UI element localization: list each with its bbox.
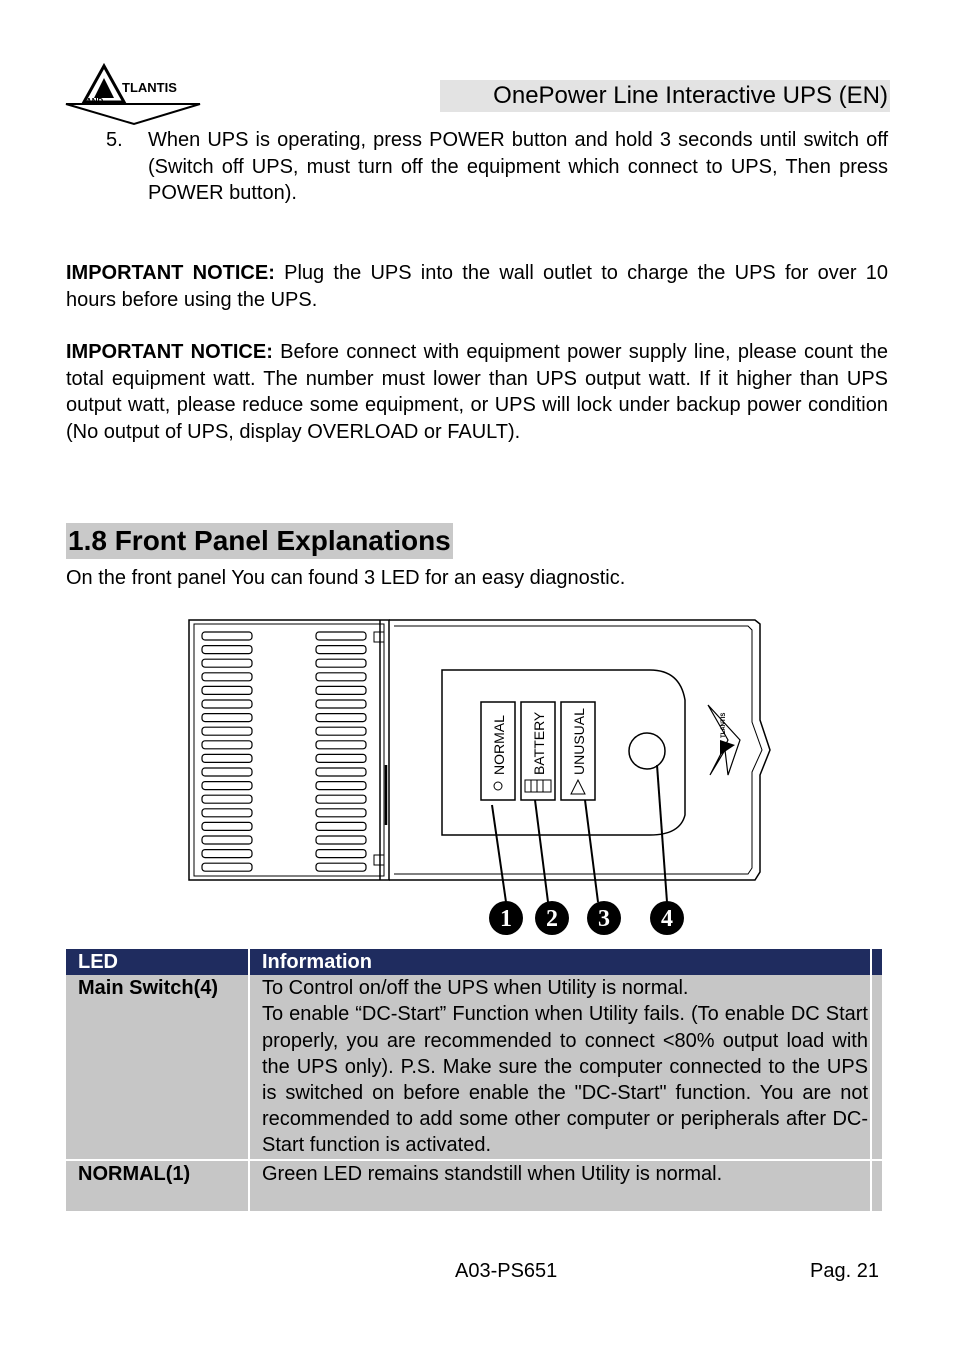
- vent-slot: [316, 632, 366, 640]
- step-number: 5.: [106, 129, 123, 151]
- step-text: When UPS is operating, press POWER button and hold 3 seconds until switch off (Switch off UPS, must turn off the equipment which connect to UPS, Then press POWER button).: [148, 129, 888, 204]
- vent-slot: [202, 646, 252, 654]
- table-cell-led: NORMAL(1): [66, 1160, 249, 1211]
- atlantis-logo: [64, 62, 204, 126]
- vent-slot: [316, 673, 366, 681]
- table-header-led: LED: [66, 949, 249, 975]
- svg-text:TLANTIS: TLANTIS: [721, 712, 727, 738]
- vent-slot: [316, 836, 366, 844]
- table-cell-led: Main Switch(4): [66, 975, 249, 1159]
- notice-text: Plug the UPS into the wall outlet to charge the UPS for over 10 hours before using the UPS.: [66, 262, 888, 311]
- table-cell-info: [249, 975, 871, 1159]
- table-cell-spacer: [871, 975, 882, 1159]
- step-5: [106, 127, 888, 207]
- table-row: [66, 975, 882, 1159]
- table-header-information: Information: [249, 949, 871, 975]
- callout-number: 3: [598, 906, 610, 932]
- vent-slot: [316, 822, 366, 830]
- led-label-normal: NORMAL: [491, 715, 507, 775]
- important-notice-watt: [66, 339, 888, 445]
- callout-1: [489, 901, 523, 935]
- footer-document-code: A03-PS651: [455, 1260, 558, 1282]
- page-header-title: OnePower Line Interactive UPS (EN): [440, 80, 890, 112]
- table-row: [66, 1160, 882, 1211]
- led-table: [66, 949, 882, 1211]
- callout-2: [535, 901, 569, 935]
- callout-number: 1: [500, 906, 512, 932]
- vent-slot: [202, 795, 252, 803]
- svg-text:AND: AND: [86, 97, 104, 106]
- vent-slot: [316, 850, 366, 858]
- vent-slot: [316, 700, 366, 708]
- footer-page-number: Pag. 21: [810, 1260, 879, 1282]
- logo-text: TLANTIS: [122, 80, 177, 95]
- notice-label: IMPORTANT NOTICE:: [66, 262, 275, 284]
- vent-slot: [316, 809, 366, 817]
- power-button: [629, 733, 665, 769]
- vent-slot: [202, 809, 252, 817]
- vent-slot: [316, 768, 366, 776]
- vent-slot: [202, 822, 252, 830]
- vent-slot: [316, 795, 366, 803]
- vent-slot: [202, 836, 252, 844]
- led-label-unusual: UNUSUAL: [571, 708, 587, 775]
- vent-slot: [202, 850, 252, 858]
- info-line: To enable “DC-Start” Function when Utility fails. (To enable DC Start properly, you are recommended to connect <80% output load with the UPS only). P.S. Make sure the computer connected to the UPS is switched on before enable the "DC-Start" function. You are not recommended to add some other computer or peripherals after DC-Start function is activated.: [262, 1003, 868, 1157]
- table-cell-spacer: [871, 1160, 882, 1211]
- section-intro: On the front panel You can found 3 LED for an easy diagnostic.: [66, 567, 626, 589]
- vent-slots: [202, 632, 366, 871]
- display-panel: [442, 670, 685, 835]
- vent-slot: [202, 714, 252, 722]
- callout-number: 2: [546, 906, 558, 932]
- vent-slot: [316, 782, 366, 790]
- info-line: To Control on/off the UPS when Utility is normal.: [262, 977, 689, 1000]
- callout-4: [650, 901, 684, 935]
- table-cell-info: Green LED remains standstill when Utility is normal.: [249, 1160, 871, 1211]
- vent-slot: [202, 741, 252, 749]
- notice-label: IMPORTANT NOTICE:: [66, 341, 273, 363]
- vent-slot: [202, 659, 252, 667]
- vent-slot: [316, 659, 366, 667]
- notice-text: Before connect with equipment power supply line, please count the total equipment watt. The number must lower than UPS output watt. If it higher than UPS output watt, please reduce some equipment, or UPS will lock under backup power condition (No output of UPS, display OVERLOAD or FAULT).: [66, 341, 888, 443]
- callout-3: [587, 901, 621, 935]
- front-panel-diagram: [180, 610, 800, 940]
- vent-slot: [202, 782, 252, 790]
- vent-slot: [316, 754, 366, 762]
- panel-logo: [708, 705, 740, 775]
- table-header-spacer: [871, 949, 882, 975]
- vent-slot: [202, 686, 252, 694]
- vent-slot: [202, 863, 252, 871]
- vent-slot: [202, 754, 252, 762]
- vent-slot: [316, 646, 366, 654]
- vent-slot: [202, 768, 252, 776]
- important-notice-charge: [66, 260, 888, 313]
- vent-slot: [316, 863, 366, 871]
- led-label-battery: BATTERY: [531, 711, 547, 775]
- vent-slot: [202, 700, 252, 708]
- vent-slot: [316, 727, 366, 735]
- vent-slot: [202, 673, 252, 681]
- table-header-row: [66, 949, 882, 975]
- vent-slot: [316, 741, 366, 749]
- vent-slot: [202, 632, 252, 640]
- vent-slot: [316, 686, 366, 694]
- section-heading: 1.8 Front Panel Explanations: [66, 523, 453, 559]
- callout-number: 4: [661, 906, 673, 932]
- vent-slot: [316, 714, 366, 722]
- vent-slot: [202, 727, 252, 735]
